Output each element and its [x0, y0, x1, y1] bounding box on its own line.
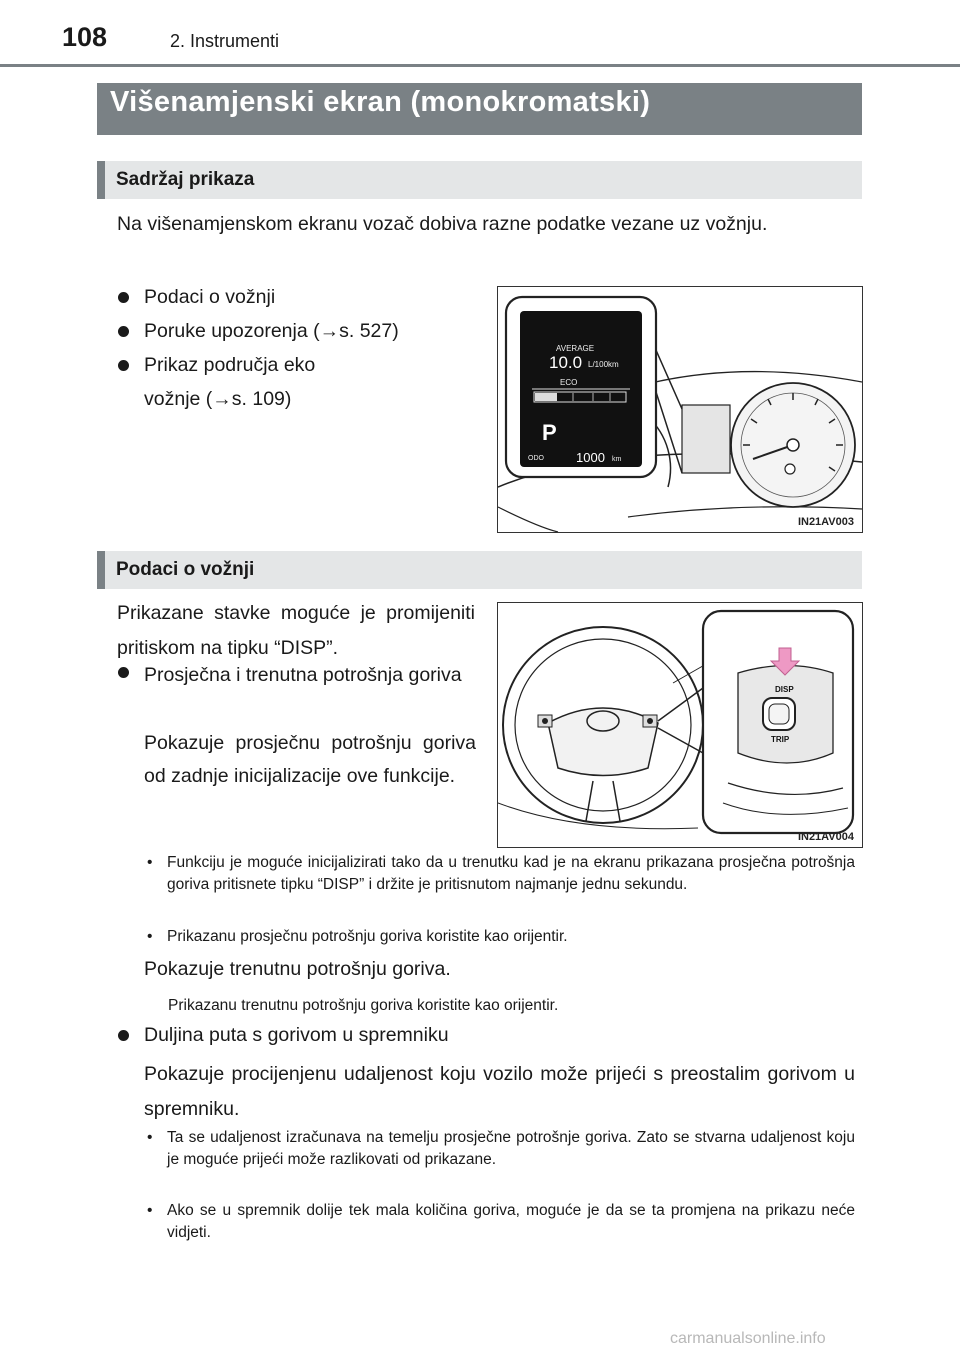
display-consumption-value: 10.0: [549, 353, 583, 372]
figure-code: IN21AV003: [797, 516, 854, 528]
note-text: Funkciju je moguće inicijalizirati tako da u trenutku kad je na ekranu prikazana prosječna potrošnja goriva pritisnete tipku “DISP” i držite je pritisnutom najmanje jednu sekundu.: [167, 854, 855, 893]
note-item: [147, 926, 855, 948]
note-text: Ako se u spremnik dolije tek mala količina goriva, moguće je da se ta promjena na prikazu neće vidjeti.: [167, 1202, 855, 1241]
display-consumption-unit: L/100km: [588, 360, 619, 369]
page-number: 108: [62, 22, 108, 52]
instrument-cluster-figure: [497, 286, 863, 533]
section-heading-sadrzaj: Sadržaj prikaza: [116, 169, 255, 190]
bullet-text: Prikaz područja eko vožnje (→s. 109): [144, 354, 316, 410]
list-item: [118, 655, 476, 725]
chapter-title: 2. Instrumenti: [170, 31, 280, 51]
note-text: Prikazanu prosječnu potrošnju goriva koristite kao orijentir.: [167, 928, 568, 945]
display-odo-unit: km: [612, 456, 622, 463]
display-gear: P: [542, 420, 557, 445]
bullet-text: Duljina puta s gorivom u spremniku: [144, 1024, 449, 1046]
header-rule: [0, 64, 960, 67]
steering-wheel-illustration: [498, 603, 862, 847]
disp-button-label: DISP: [775, 685, 794, 694]
section-heading-podaci: Podaci o vožnji: [116, 559, 255, 580]
display-average-label: AVERAGE: [556, 344, 595, 353]
section1-intro: Na višenamjenskom ekranu vozač dobiva razne podatke vezane uz vožnju.: [117, 213, 768, 235]
note-bullet-icon: •: [147, 928, 153, 945]
bullet-icon: [118, 292, 129, 303]
page-title: Višenamjenski ekran (monokromatski): [110, 86, 651, 118]
bullet-icon: [118, 1030, 129, 1041]
bullet-icon: [118, 360, 129, 371]
note-item: [147, 1127, 855, 1193]
section-heading-bar: [97, 161, 862, 199]
display-eco-label: ECO: [560, 378, 578, 387]
heading-stripe: [97, 551, 105, 589]
bullet-text: Prosječna i trenutna potrošnja goriva: [144, 664, 462, 686]
display-odo-label: ODO: [528, 455, 544, 462]
section-heading-bar: [97, 551, 862, 589]
list-item: [118, 348, 478, 418]
watermark: carmanualsonline.info: [670, 1330, 826, 1347]
figure-code: IN21AV004: [797, 831, 854, 843]
cluster-illustration: [498, 287, 862, 532]
note-item: [147, 1200, 855, 1244]
bullet1-description: Pokazuje prosječnu potrošnju goriva od zadnje inicijalizacije ove funkcije.: [144, 732, 476, 787]
bullet2-description: Pokazuje procijenjenu udaljenost koju vozilo može prijeći s preostalim gorivom u spremniku.: [144, 1063, 855, 1120]
note-item: [147, 852, 855, 918]
section2-intro: Prikazane stavke moguće je promijeniti pritiskom na tipku “DISP”.: [117, 602, 475, 659]
note-bullet-icon: •: [147, 1129, 153, 1146]
bullet-icon: [118, 326, 129, 337]
bullet-text: Podaci o vožnji: [144, 286, 276, 308]
bullet-icon: [118, 667, 129, 678]
trip-button-label: TRIP: [771, 735, 790, 744]
note-bullet-icon: •: [147, 1202, 153, 1219]
steering-wheel-figure: [497, 602, 863, 848]
note-text: Ta se udaljenost izračunava na temelju prosječne potrošnje goriva. Zato se stvarna udaljenost koju je moguće prijeći može razlikovati od prikazane.: [167, 1129, 855, 1168]
heading-stripe: [97, 161, 105, 199]
note-bullet-icon: •: [147, 854, 153, 871]
current-consumption-description: Pokazuje trenutnu potrošnju goriva.: [144, 958, 451, 980]
current-consumption-note: Prikazanu trenutnu potrošnju goriva koristite kao orijentir.: [168, 997, 559, 1014]
bullet-text: Poruke upozorenja (→s. 527): [144, 320, 399, 342]
display-odo-value: 1000: [576, 450, 605, 465]
